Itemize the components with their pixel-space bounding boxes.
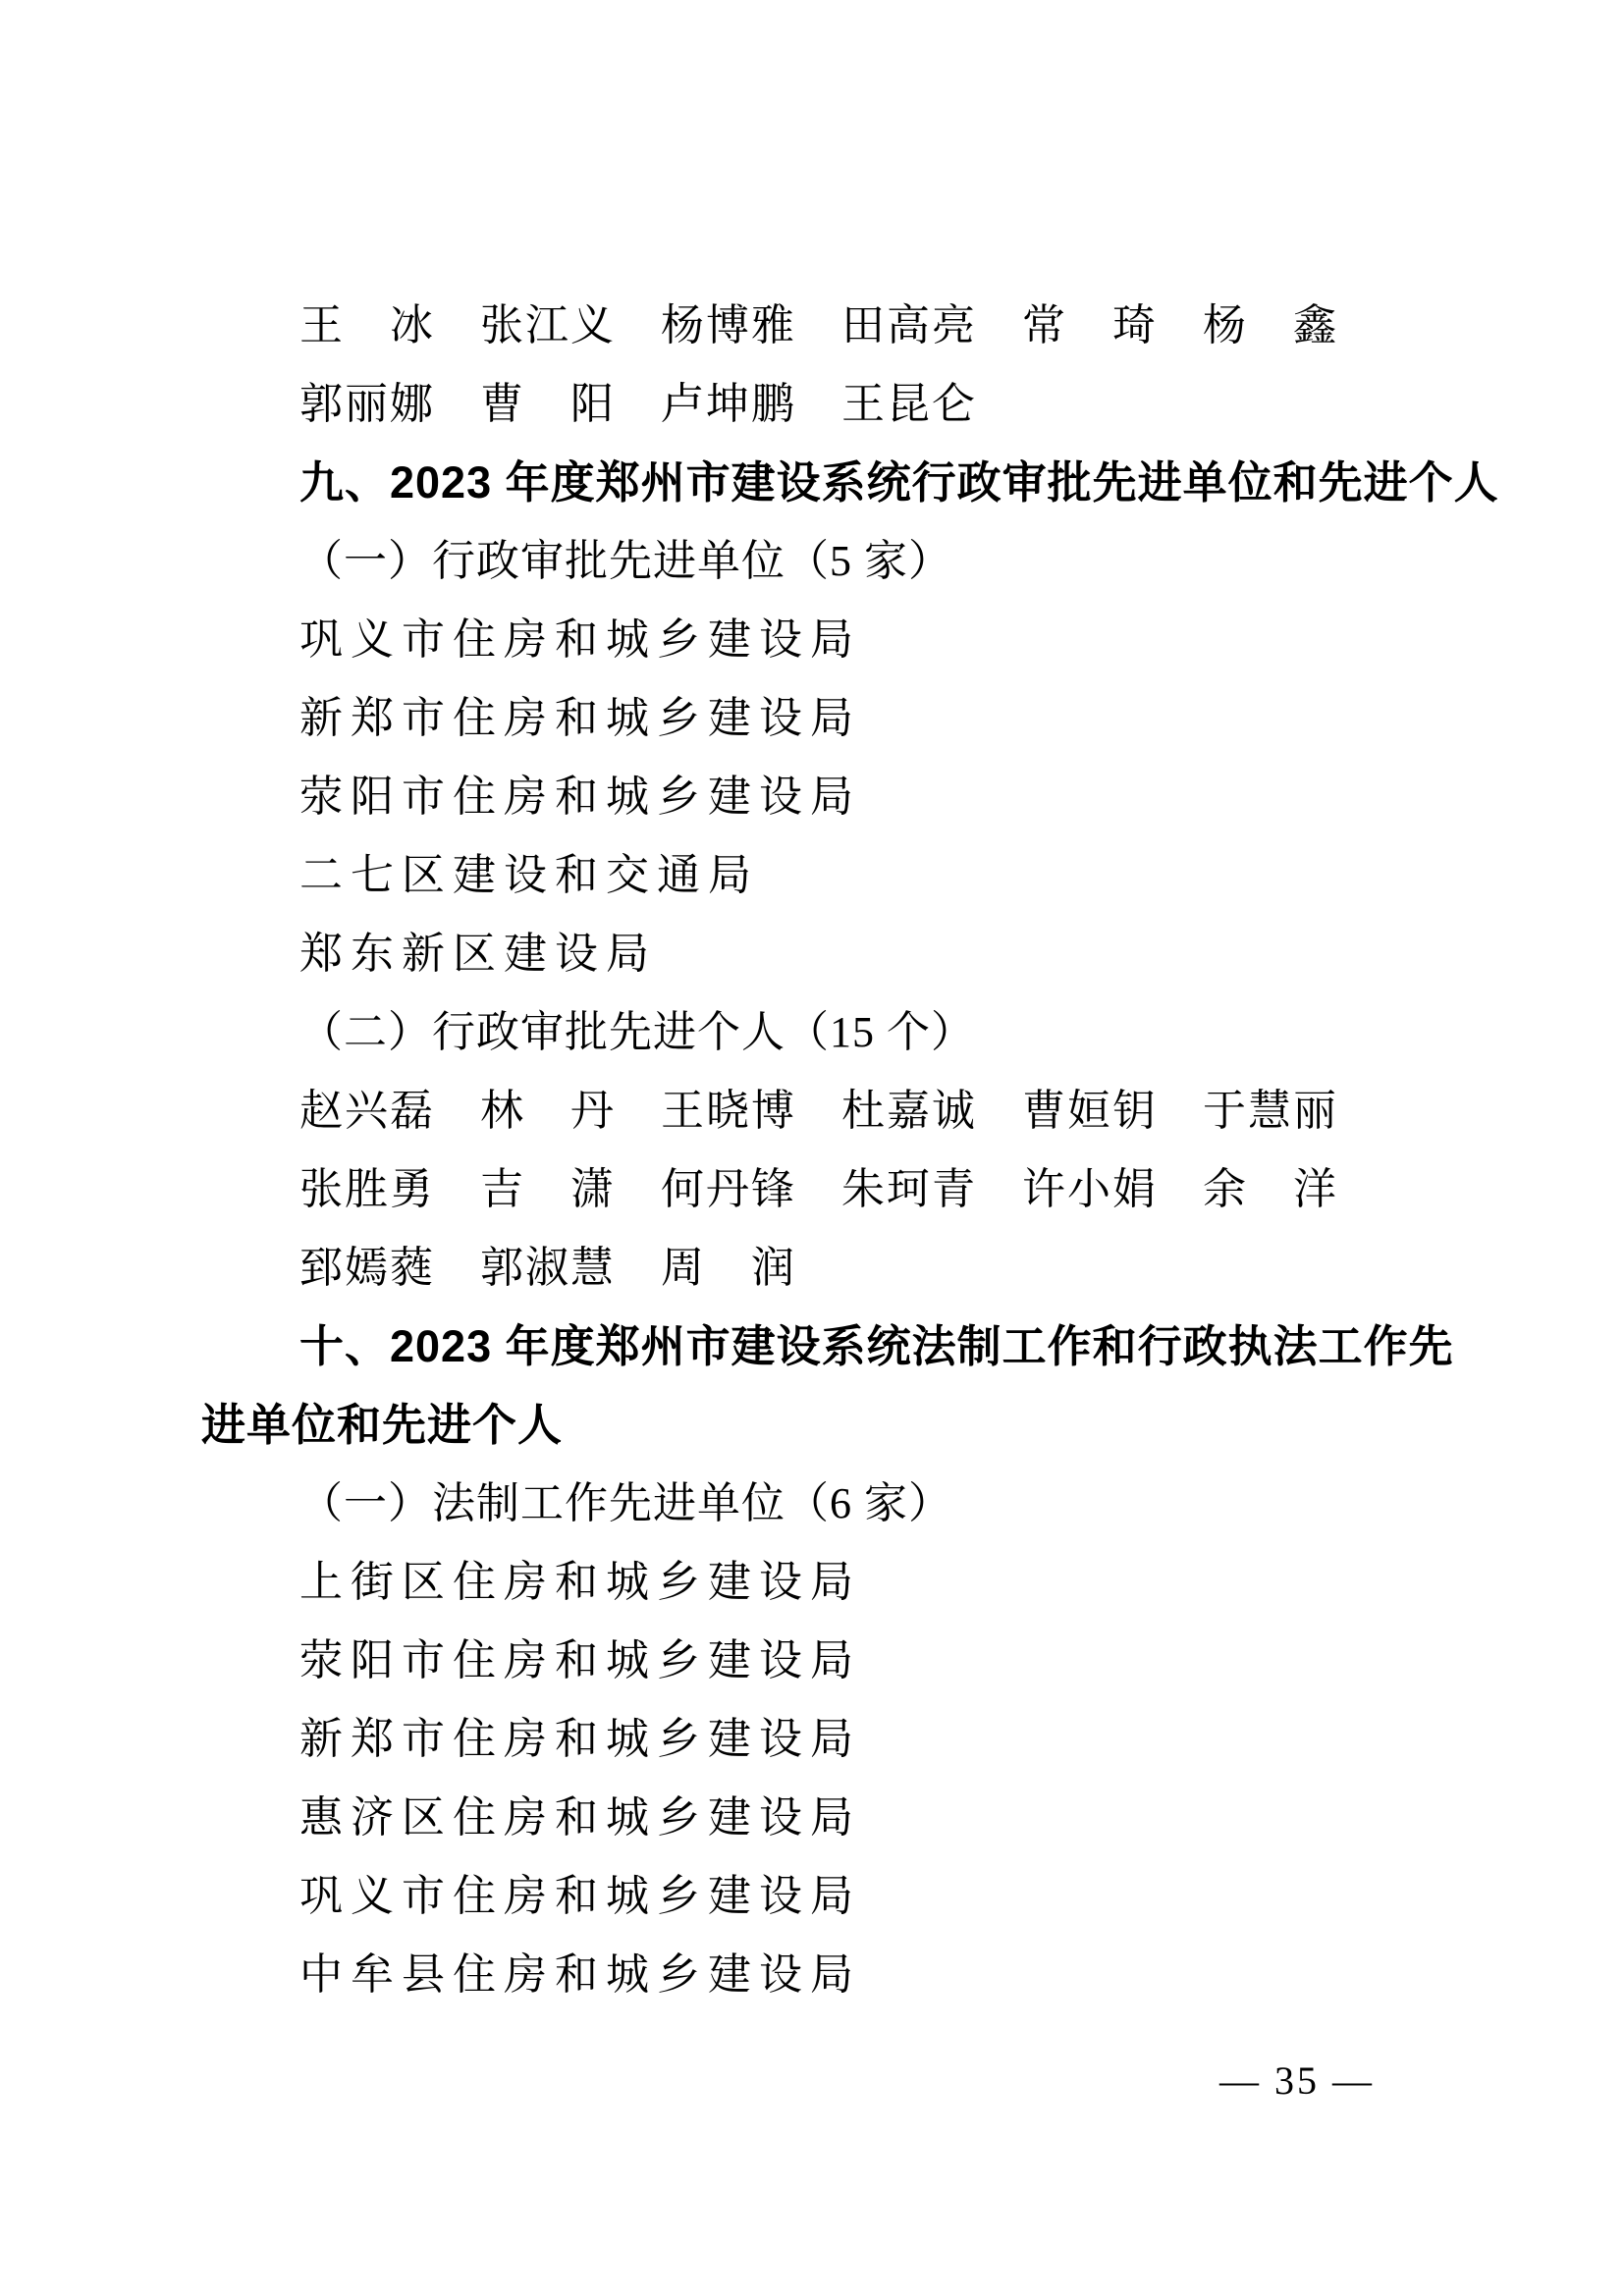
section-9-sub-1-title: （一）行政审批先进单位（5 家）: [299, 537, 952, 585]
section-9-heading: 九、2023 年度郑州市建设系统行政审批先进单位和先进个人: [299, 457, 1499, 507]
names-row: 郭丽娜 曹 阳 卢坤鹏 王昆仑: [299, 380, 977, 428]
unit-item: 巩义市住房和城乡建设局: [299, 615, 861, 664]
unit-item: 新郑市住房和城乡建设局: [299, 1715, 861, 1763]
section-10-sub-1-title: （一）法制工作先进单位（6 家）: [299, 1479, 952, 1527]
unit-item: 上街区住房和城乡建设局: [299, 1558, 861, 1606]
section-10-heading-line-2: 进单位和先进个人: [201, 1400, 564, 1450]
unit-item: 荥阳市住房和城乡建设局: [299, 1636, 861, 1684]
unit-item: 荥阳市住房和城乡建设局: [299, 773, 861, 821]
document-body: [201, 287, 1499, 2014]
unit-item: 二七区建设和交通局: [299, 851, 759, 899]
page-number: — 35 —: [1219, 2058, 1375, 2103]
names-row: 赵兴磊 林 丹 王晓博 杜嘉诚 曹姮钥 于慧丽: [299, 1087, 1338, 1135]
unit-item: 中牟县住房和城乡建设局: [299, 1950, 861, 1999]
section-9-sub-2-title: （二）行政审批先进个人（15 个）: [299, 1008, 975, 1056]
unit-item: 惠济区住房和城乡建设局: [299, 1793, 861, 1842]
unit-item: 巩义市住房和城乡建设局: [299, 1872, 861, 1920]
names-row: 王 冰 张江义 杨博雅 田高亮 常 琦 杨 鑫: [299, 301, 1338, 349]
section-10-heading-line-1: 十、2023 年度郑州市建设系统法制工作和行政执法工作先: [299, 1321, 1454, 1371]
unit-item: 新郑市住房和城乡建设局: [299, 694, 861, 742]
names-row: 郅嫣蕤 郭淑慧 周 润: [299, 1244, 796, 1292]
names-row: 张胜勇 吉 潇 何丹锋 朱珂青 许小娟 余 洋: [299, 1165, 1338, 1213]
unit-item: 郑东新区建设局: [299, 930, 657, 978]
